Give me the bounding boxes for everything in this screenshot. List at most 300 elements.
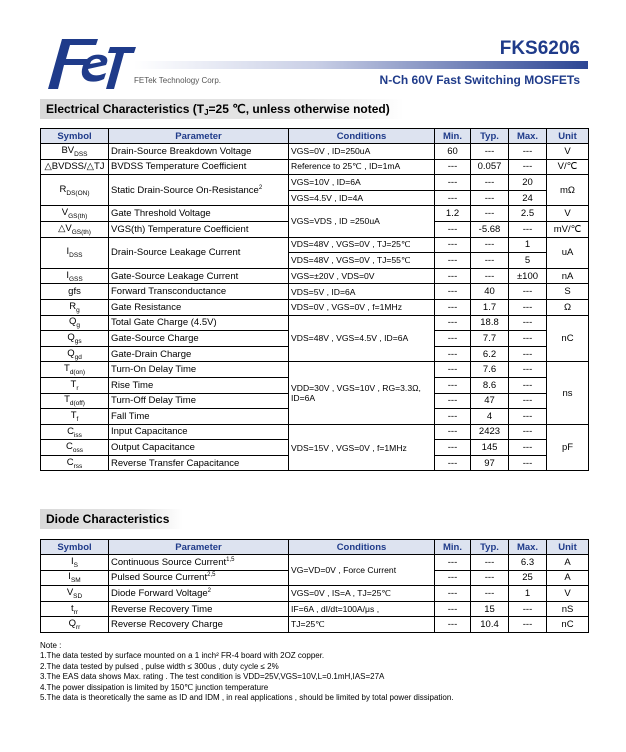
cell-min bbox=[435, 159, 471, 175]
value-typ: --- bbox=[484, 587, 495, 599]
value-typ: 10.4 bbox=[480, 619, 499, 631]
cell-min bbox=[435, 455, 471, 471]
parameter-text: Gate Threshold Voltage bbox=[111, 208, 211, 220]
column-header: Unit bbox=[547, 540, 589, 555]
cell-sym bbox=[41, 159, 109, 175]
part-number: FKS6206 bbox=[499, 38, 580, 59]
cell-unit bbox=[547, 284, 589, 300]
note-line: 5.The data is theoretically the same as ID and IDM , in real applications , should be limited by total power dissipation. bbox=[40, 693, 454, 703]
condition-text: VGS=10V , ID=6A bbox=[291, 177, 361, 188]
parameter-text: Turn-On Delay Time bbox=[111, 364, 197, 376]
parameter-text: Continuous Source Current bbox=[111, 556, 227, 568]
column-header: Typ. bbox=[471, 129, 509, 144]
value-min: --- bbox=[447, 348, 458, 360]
symbol: C bbox=[66, 441, 73, 453]
value-max: 5 bbox=[524, 254, 531, 266]
cell-unit bbox=[547, 159, 589, 175]
cell-unit bbox=[547, 268, 589, 284]
cell-sym bbox=[41, 601, 109, 617]
value-typ: --- bbox=[484, 270, 495, 282]
footnote-ref: 2 bbox=[207, 587, 211, 594]
symbol-subscript: rr bbox=[76, 624, 81, 632]
symbol: T bbox=[70, 409, 77, 421]
value-max: --- bbox=[522, 364, 533, 376]
symbol-subscript: DSS bbox=[69, 252, 83, 260]
cell-min bbox=[435, 331, 471, 347]
column-header: Symbol bbox=[41, 129, 109, 144]
cell-max bbox=[509, 440, 547, 456]
symbol-subscript: GS(th) bbox=[68, 213, 88, 221]
cell-cond bbox=[289, 206, 435, 237]
cell-max bbox=[509, 206, 547, 222]
symbol: T bbox=[70, 378, 77, 390]
symbol: V bbox=[61, 207, 69, 219]
cell-param bbox=[109, 221, 289, 237]
parameter-text: Pulsed Source Current bbox=[111, 572, 208, 584]
cell-min bbox=[435, 206, 471, 222]
cell-min bbox=[435, 362, 471, 378]
symbol: Q bbox=[67, 347, 75, 359]
value-typ: 47 bbox=[484, 395, 495, 407]
value-unit: V/℃ bbox=[557, 161, 578, 173]
table-row bbox=[41, 362, 589, 378]
value-typ: --- bbox=[484, 176, 495, 188]
value-unit: mV/℃ bbox=[553, 223, 582, 235]
symbol: △BVDSS/△TJ bbox=[44, 161, 105, 173]
symbol: I bbox=[66, 269, 69, 281]
table-row bbox=[41, 144, 589, 160]
cell-max bbox=[509, 253, 547, 269]
symbol-subscript: f bbox=[76, 415, 79, 423]
symbol: t bbox=[71, 602, 74, 614]
value-max: --- bbox=[522, 603, 533, 615]
cell-param bbox=[109, 284, 289, 300]
table-row bbox=[41, 284, 589, 300]
cell-max bbox=[509, 346, 547, 362]
symbol: V bbox=[66, 587, 74, 599]
cell-max bbox=[509, 377, 547, 393]
column-header: Unit bbox=[547, 129, 589, 144]
value-typ: 7.7 bbox=[482, 332, 497, 344]
cell-typ bbox=[471, 393, 509, 409]
cell-unit bbox=[547, 221, 589, 237]
value-typ: --- bbox=[484, 145, 495, 157]
cell-sym bbox=[41, 424, 109, 440]
value-typ: 7.6 bbox=[482, 364, 497, 376]
cell-max bbox=[509, 601, 547, 617]
value-max: 2.5 bbox=[520, 208, 535, 220]
cell-typ bbox=[471, 586, 509, 602]
condition-text: VDS=48V , VGS=0V , TJ=25℃ bbox=[291, 239, 411, 250]
parameter-text: VGS(th) Temperature Coefficient bbox=[111, 223, 249, 235]
cell-max bbox=[509, 159, 547, 175]
cell-cond bbox=[289, 237, 435, 253]
cell-unit bbox=[547, 144, 589, 160]
value-max: --- bbox=[522, 379, 533, 391]
product-subtitle: N-Ch 60V Fast Switching MOSFETs bbox=[379, 73, 580, 87]
cell-max bbox=[509, 221, 547, 237]
cell-sym bbox=[41, 331, 109, 347]
cell-max bbox=[509, 555, 547, 571]
value-typ: 18.8 bbox=[480, 317, 499, 329]
cell-sym bbox=[41, 268, 109, 284]
table-row bbox=[41, 159, 589, 175]
cell-param bbox=[109, 268, 289, 284]
condition-text: VDD=30V , VGS=10V , RG=3.3Ω, bbox=[291, 383, 421, 393]
value-unit: uA bbox=[561, 247, 574, 259]
value-min: --- bbox=[447, 270, 458, 282]
value-typ: --- bbox=[484, 208, 495, 220]
cell-unit bbox=[547, 175, 589, 206]
cell-typ bbox=[471, 268, 509, 284]
parameter-text: Gate-Drain Charge bbox=[111, 348, 192, 360]
value-max: 1 bbox=[524, 587, 531, 599]
symbol: T bbox=[64, 363, 70, 375]
value-min: --- bbox=[447, 556, 458, 568]
cell-max bbox=[509, 570, 547, 586]
value-min: --- bbox=[447, 161, 458, 173]
value-max: --- bbox=[522, 317, 533, 329]
cell-min bbox=[435, 570, 471, 586]
value-min: --- bbox=[447, 301, 458, 313]
symbol-subscript: r bbox=[76, 384, 79, 392]
fetek-logo bbox=[40, 33, 140, 93]
cell-sym bbox=[41, 284, 109, 300]
cell-param bbox=[109, 331, 289, 347]
cell-param bbox=[109, 440, 289, 456]
column-header: Min. bbox=[435, 540, 471, 555]
value-typ: 40 bbox=[484, 286, 495, 298]
cell-typ bbox=[471, 409, 509, 425]
value-min: 60 bbox=[447, 145, 458, 157]
cell-max bbox=[509, 284, 547, 300]
cell-typ bbox=[471, 424, 509, 440]
cell-sym bbox=[41, 455, 109, 471]
notes bbox=[40, 641, 454, 703]
value-max: --- bbox=[522, 410, 533, 422]
condition-text: VGS=0V , IS=A , TJ=25℃ bbox=[291, 587, 392, 598]
cell-max bbox=[509, 144, 547, 160]
cell-typ bbox=[471, 555, 509, 571]
cell-cond bbox=[289, 268, 435, 284]
cell-max bbox=[509, 268, 547, 284]
cell-cond bbox=[289, 175, 435, 191]
parameter-text: Gate-Source Charge bbox=[111, 332, 199, 344]
value-min: --- bbox=[447, 379, 458, 391]
condition-text: IF=6A , dI/dt=100A/μs , bbox=[291, 604, 380, 615]
column-header: Min. bbox=[435, 129, 471, 144]
cell-unit bbox=[547, 570, 589, 586]
cell-typ bbox=[471, 440, 509, 456]
cell-unit bbox=[547, 617, 589, 633]
cell-min bbox=[435, 424, 471, 440]
value-max: --- bbox=[522, 442, 533, 454]
cell-min bbox=[435, 175, 471, 191]
cell-unit bbox=[547, 206, 589, 222]
condition-text: VGS=4.5V , ID=4A bbox=[291, 193, 364, 204]
cell-max bbox=[509, 237, 547, 253]
table-row bbox=[41, 601, 589, 617]
symbol: T bbox=[64, 394, 70, 406]
cell-param bbox=[109, 299, 289, 315]
cell-max bbox=[509, 190, 547, 206]
value-unit: nC bbox=[561, 619, 574, 631]
electrical-table bbox=[40, 128, 589, 471]
value-unit: V bbox=[564, 145, 571, 157]
cell-typ bbox=[471, 206, 509, 222]
parameter-text: Input Capacitance bbox=[111, 426, 188, 438]
value-typ: 15 bbox=[484, 603, 495, 615]
cell-typ bbox=[471, 617, 509, 633]
cell-param bbox=[109, 586, 289, 602]
cell-sym bbox=[41, 570, 109, 586]
value-max: --- bbox=[522, 301, 533, 313]
value-max: 1 bbox=[524, 239, 531, 251]
parameter-text: Reverse Transfer Capacitance bbox=[111, 457, 240, 469]
value-min: --- bbox=[447, 176, 458, 188]
column-header: Conditions bbox=[289, 129, 435, 144]
table-row bbox=[41, 268, 589, 284]
table-row bbox=[41, 175, 589, 191]
symbol: gfs bbox=[68, 286, 81, 298]
value-typ: -5.68 bbox=[478, 223, 501, 235]
cell-max bbox=[509, 424, 547, 440]
value-min: --- bbox=[447, 442, 458, 454]
value-unit: nS bbox=[561, 603, 574, 615]
cell-min bbox=[435, 221, 471, 237]
cell-unit bbox=[547, 424, 589, 471]
cell-min bbox=[435, 409, 471, 425]
symbol-subscript: SD bbox=[73, 592, 83, 600]
cell-typ bbox=[471, 299, 509, 315]
cell-unit bbox=[547, 315, 589, 362]
header-rule bbox=[134, 61, 588, 69]
parameter-text: Reverse Recovery Time bbox=[111, 603, 213, 615]
cell-cond bbox=[289, 284, 435, 300]
cell-max bbox=[509, 331, 547, 347]
cell-param bbox=[109, 315, 289, 331]
cell-sym bbox=[41, 362, 109, 378]
cell-param bbox=[109, 555, 289, 571]
cell-typ bbox=[471, 159, 509, 175]
condition-text: VGS=±20V , VDS=0V bbox=[291, 271, 375, 282]
symbol: Q bbox=[68, 316, 77, 328]
value-max: --- bbox=[522, 332, 533, 344]
symbol: △V bbox=[58, 222, 72, 234]
symbol-subscript: d(off) bbox=[69, 400, 85, 408]
cell-param bbox=[109, 144, 289, 160]
value-typ: 0.057 bbox=[477, 161, 502, 173]
value-max: 24 bbox=[522, 192, 533, 204]
cell-max bbox=[509, 409, 547, 425]
cell-sym bbox=[41, 409, 109, 425]
cell-typ bbox=[471, 331, 509, 347]
cell-param bbox=[109, 570, 289, 586]
parameter-text: Gate-Source Leakage Current bbox=[111, 270, 239, 282]
symbol: I bbox=[66, 246, 70, 258]
cell-typ bbox=[471, 362, 509, 378]
value-typ: 97 bbox=[484, 457, 495, 469]
cell-min bbox=[435, 586, 471, 602]
value-unit: S bbox=[564, 286, 571, 298]
cell-cond bbox=[289, 144, 435, 160]
note-line: Note : bbox=[40, 641, 62, 650]
cell-unit bbox=[547, 586, 589, 602]
symbol-subscript: SM bbox=[70, 577, 81, 585]
cell-sym bbox=[41, 315, 109, 331]
note-line: 2.The data tested by pulsed , pulse width ≤ 300us , duty cycle ≤ 2% bbox=[40, 661, 279, 671]
cell-sym bbox=[41, 440, 109, 456]
value-unit: nC bbox=[561, 332, 574, 344]
cell-param bbox=[109, 409, 289, 425]
cell-sym bbox=[41, 346, 109, 362]
symbol: C bbox=[66, 456, 74, 468]
cell-min bbox=[435, 190, 471, 206]
symbol-subscript: S bbox=[73, 561, 78, 569]
cell-cond bbox=[289, 424, 435, 471]
condition-text: VDS=48V , VGS=0V , TJ=55℃ bbox=[291, 254, 411, 265]
symbol-subscript: rr bbox=[73, 608, 78, 616]
value-unit: mΩ bbox=[559, 184, 575, 196]
cell-cond bbox=[289, 159, 435, 175]
table-row bbox=[41, 299, 589, 315]
table-row bbox=[41, 315, 589, 331]
symbol-subscript: GSS bbox=[68, 275, 83, 283]
symbol-subscript: rss bbox=[73, 462, 83, 470]
diode-section-title: Diode Characteristics bbox=[40, 509, 183, 529]
cell-typ bbox=[471, 346, 509, 362]
cell-min bbox=[435, 617, 471, 633]
symbol-subscript: d(on) bbox=[69, 369, 85, 377]
symbol: R bbox=[69, 300, 77, 312]
column-header: Parameter bbox=[109, 540, 289, 555]
symbol: Q bbox=[68, 618, 77, 630]
footnote-ref: 2 bbox=[258, 184, 263, 191]
cell-typ bbox=[471, 175, 509, 191]
value-unit: pF bbox=[561, 442, 574, 454]
cell-typ bbox=[471, 237, 509, 253]
symbol-subscript: iss bbox=[73, 431, 82, 439]
cell-typ bbox=[471, 221, 509, 237]
cell-min bbox=[435, 346, 471, 362]
condition-text: TJ=25℃ bbox=[291, 619, 325, 630]
value-min: --- bbox=[447, 254, 458, 266]
cell-param bbox=[109, 617, 289, 633]
note-line: 1.The data tested by surface mounted on a 1 inch² FR-4 board with 2OZ copper. bbox=[40, 651, 325, 661]
symbol-subscript: gs bbox=[74, 337, 82, 345]
cell-cond bbox=[289, 315, 435, 362]
parameter-text: Gate Resistance bbox=[111, 301, 182, 313]
cell-cond bbox=[289, 601, 435, 617]
table-row bbox=[41, 555, 589, 571]
value-unit: A bbox=[564, 572, 571, 584]
cell-sym bbox=[41, 144, 109, 160]
value-min: --- bbox=[447, 426, 458, 438]
value-min: --- bbox=[447, 457, 458, 469]
cell-unit bbox=[547, 601, 589, 617]
symbol: BV bbox=[61, 144, 75, 156]
cell-min bbox=[435, 315, 471, 331]
value-min: --- bbox=[447, 192, 458, 204]
parameter-text: Forward Transconductance bbox=[111, 286, 227, 298]
parameter-text: Output Capacitance bbox=[111, 442, 195, 454]
cell-param bbox=[109, 377, 289, 393]
cell-param bbox=[109, 206, 289, 222]
table-row bbox=[41, 206, 589, 222]
table-row bbox=[41, 617, 589, 633]
cell-param bbox=[109, 601, 289, 617]
value-typ: --- bbox=[484, 254, 495, 266]
condition-text: VDS=5V , ID=6A bbox=[291, 286, 356, 297]
cell-unit bbox=[547, 555, 589, 571]
cell-typ bbox=[471, 190, 509, 206]
condition-text: ID=6A bbox=[291, 393, 316, 403]
cell-min bbox=[435, 144, 471, 160]
value-max: 25 bbox=[522, 572, 533, 584]
footnote-ref: 2,5 bbox=[207, 572, 216, 579]
cell-sym bbox=[41, 206, 109, 222]
cell-min bbox=[435, 377, 471, 393]
value-min: 1.2 bbox=[445, 208, 460, 220]
cell-max bbox=[509, 586, 547, 602]
value-typ: --- bbox=[484, 239, 495, 251]
cell-sym bbox=[41, 237, 109, 268]
cell-param bbox=[109, 237, 289, 268]
table-row bbox=[41, 424, 589, 440]
note-line: 3.The EAS data shows Max. rating . The test condition is VDD=25V,VGS=10V,L=0.1mH,IAS=27A bbox=[40, 672, 385, 682]
footnote-ref: 1,5 bbox=[226, 556, 235, 563]
cell-unit bbox=[547, 237, 589, 268]
value-min: --- bbox=[447, 395, 458, 407]
value-unit: A bbox=[564, 556, 571, 568]
cell-unit bbox=[547, 362, 589, 424]
note-line: 4.The power dissipation is limited by 150℃ junction temperature bbox=[40, 682, 269, 692]
parameter-text: Reverse Recovery Charge bbox=[111, 619, 223, 631]
column-header: Typ. bbox=[471, 540, 509, 555]
cell-typ bbox=[471, 315, 509, 331]
value-min: --- bbox=[447, 603, 458, 615]
cell-max bbox=[509, 455, 547, 471]
cell-typ bbox=[471, 455, 509, 471]
value-min: --- bbox=[447, 286, 458, 298]
value-max: --- bbox=[522, 348, 533, 360]
value-max: --- bbox=[522, 161, 533, 173]
cell-min bbox=[435, 237, 471, 253]
cell-param bbox=[109, 346, 289, 362]
symbol-subscript: oss bbox=[72, 447, 83, 455]
cell-param bbox=[109, 424, 289, 440]
symbol-subscript: DSS bbox=[74, 150, 88, 158]
cell-min bbox=[435, 601, 471, 617]
value-min: --- bbox=[447, 239, 458, 251]
cell-param bbox=[109, 175, 289, 206]
cell-sym bbox=[41, 393, 109, 409]
cell-typ bbox=[471, 284, 509, 300]
cell-sym bbox=[41, 221, 109, 237]
company-name: FETek Technology Corp. bbox=[134, 76, 222, 85]
condition-text: VDS=0V , VGS=0V , f=1MHz bbox=[291, 302, 403, 313]
symbol-subscript: GS(th) bbox=[71, 228, 91, 236]
value-typ: --- bbox=[484, 192, 495, 204]
value-max: --- bbox=[522, 286, 533, 298]
value-typ: 145 bbox=[481, 442, 498, 454]
cell-param bbox=[109, 455, 289, 471]
column-header: Symbol bbox=[41, 540, 109, 555]
condition-text: VGS=0V , ID=250uA bbox=[291, 146, 371, 157]
cell-max bbox=[509, 315, 547, 331]
value-typ: 1.7 bbox=[482, 301, 497, 313]
electrical-section-title: Electrical Characteristics ($T_J=25$ ℃, unless otherwise noted) bbox=[40, 99, 404, 119]
